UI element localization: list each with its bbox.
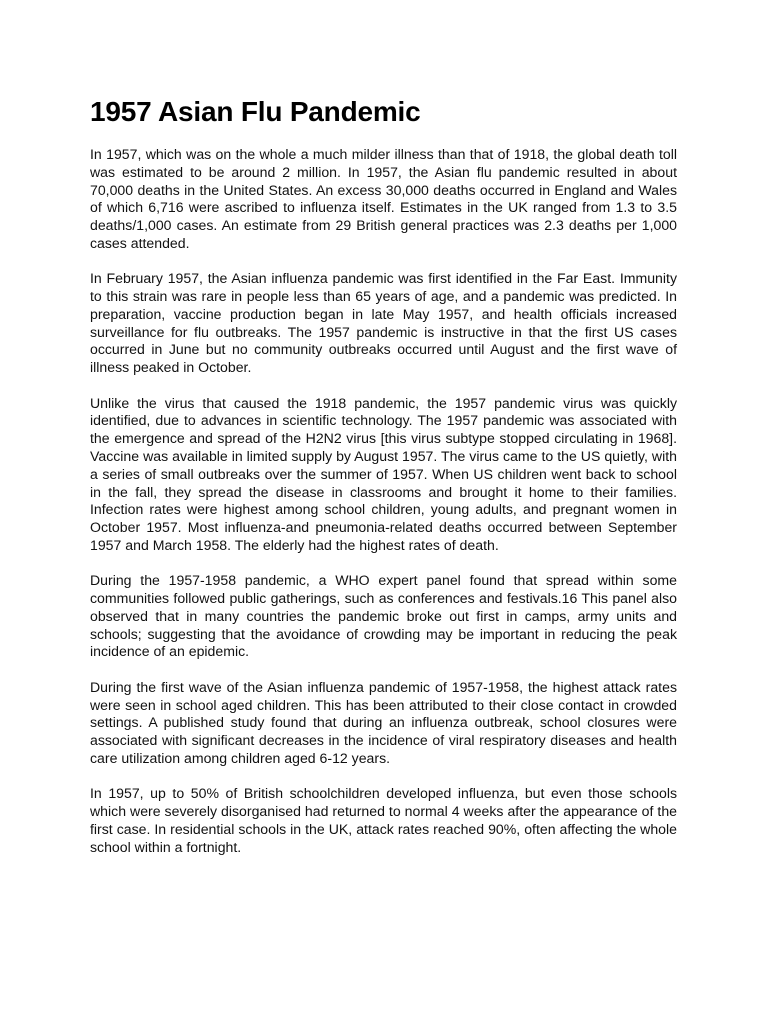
document-title: 1957 Asian Flu Pandemic xyxy=(90,96,421,127)
paragraph-identification: In February 1957, the Asian influenza pandemic was first identified in the Far East. Immunity to this strain was rare in people less than 65 years of age, and a pandemic was predicted. In preparation, vaccine production began in late May 1957, and health officials increased surveillance for flu outbreaks. The 1957 pandemic is instructive in that the first US cases occurred in June but no community outbreaks occurred until August and the first wave of illness peaked in October. xyxy=(90,270,677,376)
paragraph-who-panel: During the 1957-1958 pandemic, a WHO expert panel found that spread within some communities followed public gatherings, such as conferences and festivals.16 This panel also observed that in many countries the pandemic broke out first in camps, army units and schools; suggesting that the avoidance of crowding may be important in reducing the peak incidence of an epidemic. xyxy=(90,572,677,660)
paragraph-death-toll: In 1957, which was on the whole a much milder illness than that of 1918, the global death toll was estimated to be around 2 million. In 1957, the Asian flu pandemic resulted in about 70,000 deaths in the United States. An excess 30,000 deaths occurred in England and Wales of which 6,716 were ascribed to influenza itself. Estimates in the UK ranged from 1.3 to 3.5 deaths/1,000 cases. An estimate from 29 British general practices was 2.3 deaths per 1,000 cases attended. xyxy=(90,146,677,251)
paragraph-virus-spread: Unlike the virus that caused the 1918 pandemic, the 1957 pandemic virus was quickly identified, due to advances in scientific technology. The 1957 pandemic was associated with the emergence and spread of the H2N2 virus [this virus subtype stopped circulating in 1968]. Vaccine was available in limited supply by August 1957. The virus came to the US quietly, with a series of small outbreaks over the summer of 1957. When US children went back to school in the fall, they spread the disease in classrooms and brought it home to their families. Infection rates were highest among school children, young adults, and pregnant women in October 1957. Most influenza-and pneumonia-related deaths occurred between September 1957 and March 1958. The elderly had the highest rates of death. xyxy=(90,394,677,553)
paragraph-british-schools: In 1957, up to 50% of British schoolchildren developed influenza, but even those schools which were severely disorganised had returned to normal 4 weeks after the appearance of the first case. In residential schools in the UK, attack rates reached 90%, often affecting the whole school within a fortnight. xyxy=(90,785,677,855)
document-page xyxy=(90,92,677,874)
paragraph-school-children: During the first wave of the Asian influenza pandemic of 1957-1958, the highest attack rates were seen in school aged children. This has been attributed to their close contact in crowded settings. A published study found that during an influenza outbreak, school closures were associated with significant decreases in the incidence of viral respiratory diseases and health care utilization among children aged 6-12 years. xyxy=(90,678,677,766)
